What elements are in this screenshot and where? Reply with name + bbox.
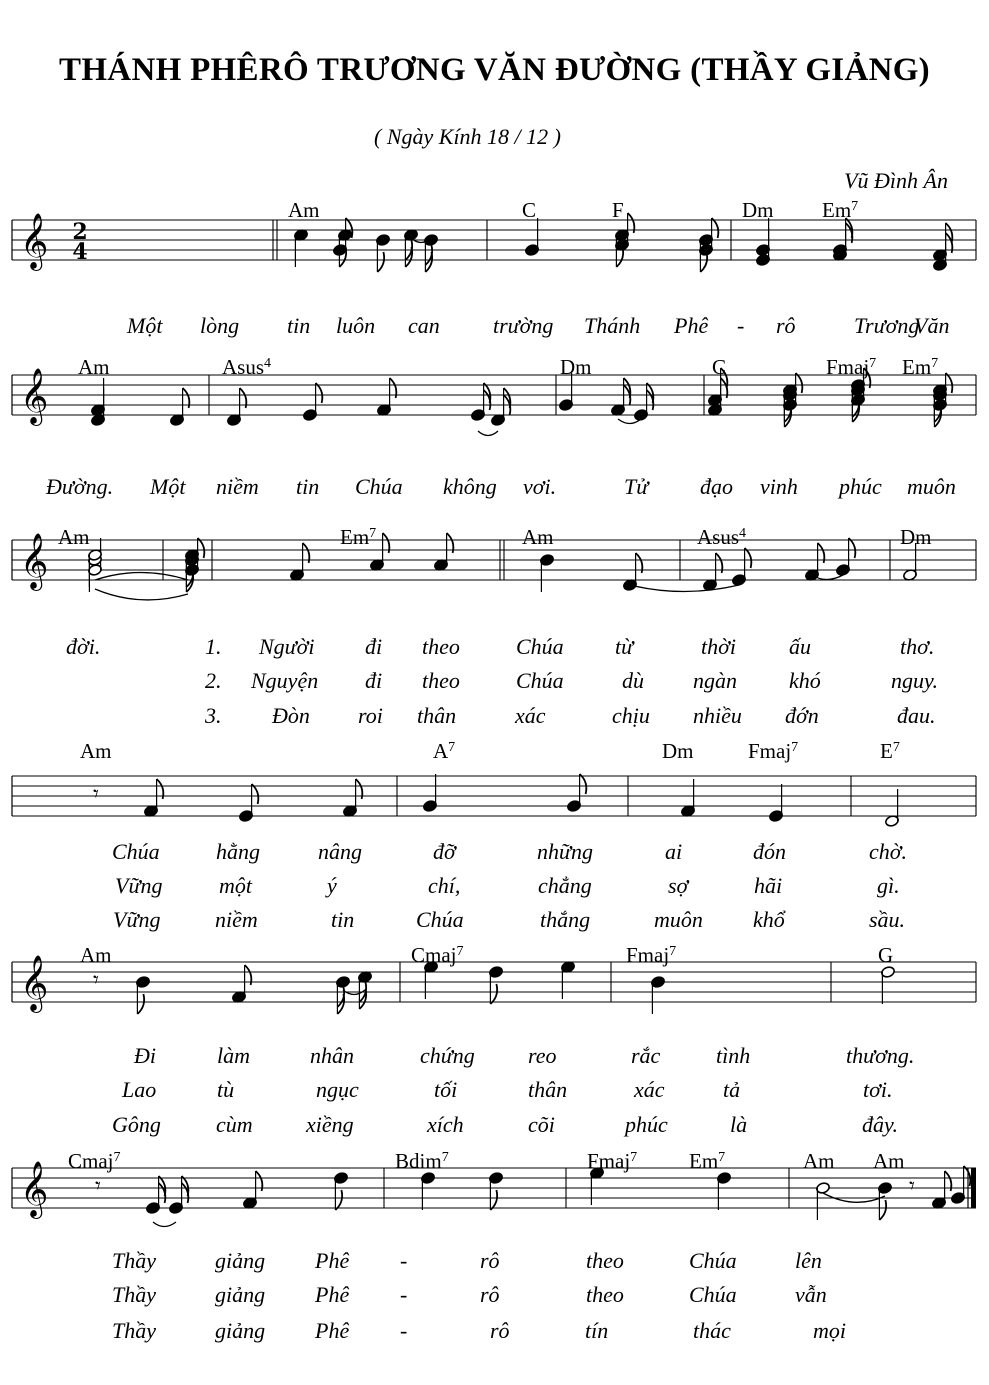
lyric-syllable: lòng xyxy=(200,313,240,338)
chord-symbol: Am xyxy=(80,943,112,967)
lyric-syllable: - xyxy=(400,1318,408,1343)
lyric-syllable: nhiều xyxy=(693,703,742,728)
lyric-syllable: muôn xyxy=(654,907,703,932)
chord-symbol: C xyxy=(522,198,537,222)
chord-symbol: Dm xyxy=(662,739,694,763)
lyric-syllable: rô xyxy=(776,313,796,338)
lyric-syllable: Vững xyxy=(115,873,163,898)
lyric-syllable: theo xyxy=(586,1248,624,1273)
lyric-syllable: giảng xyxy=(215,1282,266,1307)
chord-symbol: Dm xyxy=(900,525,932,549)
lyric-syllable: Nguyện xyxy=(251,668,319,693)
lyric-syllable: Đường. xyxy=(46,474,114,499)
lyric-syllable: Phê xyxy=(674,313,709,338)
lyric-syllable: can xyxy=(408,313,440,338)
lyric-syllable: chịu xyxy=(612,703,650,728)
lyric-syllable: Phê xyxy=(315,1318,350,1343)
treble-clef-icon: 𝄞 xyxy=(20,368,49,424)
lyric-syllable: phúc xyxy=(839,474,882,499)
chord-symbol: Am xyxy=(288,198,320,222)
lyric-syllable: Chúa xyxy=(355,474,403,499)
lyric-syllable: thắng xyxy=(540,907,591,932)
lyric-syllable: từ xyxy=(615,634,634,659)
lyric-syllable: làm xyxy=(217,1043,250,1068)
lyric-syllable: Gông xyxy=(112,1112,161,1137)
slur xyxy=(478,431,498,436)
note-flag xyxy=(377,252,384,272)
lyric-line-2 xyxy=(115,873,900,898)
staff-system-6 xyxy=(12,1149,976,1343)
lyric-syllable: cõi xyxy=(528,1112,555,1137)
lyric-line-3 xyxy=(112,1112,898,1137)
lyric-syllable: thương. xyxy=(846,1043,915,1068)
lyric-syllable: 2. xyxy=(205,668,222,693)
lyric-syllable: 3. xyxy=(205,703,222,728)
lyric-line-3 xyxy=(112,1318,846,1343)
note-flag xyxy=(849,538,856,558)
lyric-syllable: hằng xyxy=(216,839,260,864)
note-flag xyxy=(316,383,323,403)
note-flag xyxy=(712,218,719,238)
lyric-line-3 xyxy=(204,703,936,728)
lyric-syllable: tin xyxy=(331,907,355,932)
lyric-line-1 xyxy=(45,474,956,499)
lyric-line-1 xyxy=(112,839,907,864)
staff-system-4 xyxy=(12,739,976,932)
lyric-syllable: đau. xyxy=(897,703,936,728)
chord-symbol: Fmaj$^7$ xyxy=(626,943,677,967)
lyric-syllable: ngàn xyxy=(693,668,737,693)
lyric-syllable: Chúa xyxy=(516,668,564,693)
lyric-syllable: nâng xyxy=(318,839,362,864)
treble-clef-icon: 𝄞 xyxy=(20,955,49,1011)
lyric-syllable: xác xyxy=(634,1077,665,1102)
chord-symbol: Em$^7$ xyxy=(340,525,377,549)
lyric-syllable: Chúa xyxy=(416,907,464,932)
lyric-syllable: tơi. xyxy=(863,1077,893,1102)
treble-clef-icon: 𝄞 xyxy=(20,213,49,269)
lyric-syllable: tình xyxy=(716,1043,751,1068)
chord-symbol: Am xyxy=(803,1149,835,1173)
lyric-syllable: Một xyxy=(127,313,163,338)
note-flag xyxy=(137,994,144,1014)
lyric-line-1 xyxy=(126,313,949,338)
lyric-syllable: Chúa xyxy=(689,1248,737,1273)
lyric-syllable: Phê xyxy=(315,1282,350,1307)
lyric-syllable: theo xyxy=(586,1282,624,1307)
lyric-syllable: không xyxy=(443,474,497,499)
eighth-rest-icon: 𝄾 xyxy=(93,782,99,807)
note-flag xyxy=(879,1200,886,1220)
chord-symbol: Em$^7$ xyxy=(822,198,859,222)
lyric-syllable: Lao xyxy=(122,1077,157,1102)
lyric-line-2 xyxy=(205,668,938,693)
lyric-syllable: mọi xyxy=(813,1318,846,1343)
lyric-syllable: đi xyxy=(365,668,383,693)
lyric-syllable: Văn xyxy=(914,313,950,338)
lyric-syllable: những xyxy=(537,839,593,864)
lyric-syllable: tín xyxy=(585,1318,609,1343)
lyric-syllable: Người xyxy=(259,634,315,659)
lyric-syllable: theo xyxy=(422,668,460,693)
lyric-syllable: tả xyxy=(723,1077,741,1102)
lyric-syllable: khó xyxy=(789,668,821,693)
chord-symbol: Am xyxy=(522,525,554,549)
note-flag xyxy=(252,784,259,804)
lyric-syllable: khổ xyxy=(753,907,785,932)
lyric-syllable: tối xyxy=(434,1077,458,1102)
lyric-syllable: theo xyxy=(422,634,460,659)
lyric-syllable: Thầy xyxy=(112,1318,156,1343)
lyric-syllable: Vững xyxy=(113,907,161,932)
final-barline xyxy=(971,1168,976,1208)
lyric-syllable: Phê xyxy=(315,1248,350,1273)
lyric-line-2 xyxy=(112,1282,827,1307)
lyric-syllable: đạo xyxy=(700,474,733,499)
note-flag xyxy=(580,774,587,794)
chord-symbol: Am xyxy=(873,1149,905,1173)
note-flag xyxy=(745,548,752,568)
lyric-syllable: xích xyxy=(427,1112,464,1137)
lyric-syllable: lên xyxy=(795,1248,822,1273)
lyric-syllable: vẫn xyxy=(795,1282,827,1307)
lyric-syllable: Trương xyxy=(854,313,920,338)
chord-symbol: Asus$^4$ xyxy=(697,525,747,549)
staff-system-2 xyxy=(12,355,976,499)
lyric-syllable: 1. xyxy=(205,634,222,659)
feast-day-subtitle: ( Ngày Kính 18 / 12 ) xyxy=(374,124,561,149)
lyric-line-3 xyxy=(113,907,905,932)
chord-symbol: Cmaj$^7$ xyxy=(411,943,464,967)
lyric-syllable: rô xyxy=(480,1282,500,1307)
lyric-syllable: Chúa xyxy=(112,839,160,864)
lyric-syllable: đi xyxy=(365,634,383,659)
lyric-syllable: đón xyxy=(753,839,786,864)
lyric-syllable: rô xyxy=(490,1318,510,1343)
lyric-syllable: Đi xyxy=(134,1043,156,1068)
lyric-syllable: roi xyxy=(358,703,383,728)
lyric-syllable: chờ. xyxy=(869,839,908,864)
treble-clef-icon: 𝄞 xyxy=(20,533,49,589)
slur xyxy=(630,585,739,592)
lyric-syllable: ai xyxy=(665,839,683,864)
staff-lines xyxy=(12,220,976,260)
lyric-syllable: sầu. xyxy=(869,907,906,932)
note-flag xyxy=(964,1166,971,1186)
lyric-syllable: đây. xyxy=(862,1112,899,1137)
chord-symbol: Am xyxy=(80,739,112,763)
lyric-syllable: đỡ xyxy=(433,839,456,864)
lyric-syllable: xác xyxy=(515,703,546,728)
lyric-syllable: - xyxy=(400,1248,408,1273)
staff-system-5 xyxy=(12,943,976,1137)
time-signature-bottom: 4 xyxy=(72,239,88,265)
lyric-syllable: Chúa xyxy=(689,1282,737,1307)
chord-symbol: Em$^7$ xyxy=(689,1149,726,1173)
chord-symbol: Dm xyxy=(742,198,774,222)
lyric-syllable: thác xyxy=(693,1318,731,1343)
staff-system-1 xyxy=(12,198,976,338)
lyric-syllable: trường xyxy=(493,313,554,338)
lyric-syllable: dù xyxy=(622,668,644,693)
lyric-syllable: nguy. xyxy=(891,668,939,693)
lyric-syllable: gì. xyxy=(877,873,900,898)
chord-symbol: Dm xyxy=(560,355,592,379)
slur xyxy=(153,1222,176,1227)
staff-system-3 xyxy=(12,525,976,728)
note-flag xyxy=(490,1190,497,1210)
lyric-syllable: chẳng xyxy=(538,873,592,898)
lyric-syllable: một xyxy=(219,873,252,898)
ties-and-slurs xyxy=(95,238,885,1227)
lyric-syllable: nhân xyxy=(310,1043,354,1068)
lyric-syllable: thân xyxy=(417,703,457,728)
staff-lines xyxy=(12,375,976,415)
lyric-syllable: muôn xyxy=(907,474,956,499)
time-signature-top: 2 xyxy=(72,219,88,245)
lyric-syllable: luôn xyxy=(336,313,376,338)
chord-symbol: Fmaj$^7$ xyxy=(587,1149,638,1173)
lyric-syllable: - xyxy=(737,313,745,338)
treble-clef-icon: 𝄞 xyxy=(20,1161,49,1217)
lyric-syllable: ý xyxy=(327,873,337,898)
lyric-syllable: rô xyxy=(480,1248,500,1273)
eighth-rest-icon: 𝄾 xyxy=(95,1174,101,1199)
song-title: THÁNH PHÊRÔ TRƯƠNG VĂN ĐƯỜNG (THẦY GIẢNG) xyxy=(59,52,930,88)
lyric-syllable: Tử xyxy=(624,474,649,499)
lyric-syllable: vơi. xyxy=(523,474,557,499)
lyric-syllable: Chúa xyxy=(516,634,564,659)
lyric-syllable: tin xyxy=(287,313,311,338)
chord-symbol: $E^7$ xyxy=(880,739,900,763)
chord-symbol: Em$^7$ xyxy=(902,355,939,379)
lyric-syllable: vinh xyxy=(760,474,798,499)
chord-symbol: Asus$^4$ xyxy=(222,355,272,379)
slur xyxy=(95,573,188,581)
lyric-line-1 xyxy=(66,634,934,659)
chord-symbol: Fmaj$^7$ xyxy=(748,739,799,763)
lyric-syllable: Thầy xyxy=(112,1248,156,1273)
lyric-syllable: hãi xyxy=(754,873,783,898)
lyric-syllable: ngục xyxy=(316,1077,359,1102)
chord-symbol: F xyxy=(612,198,624,222)
lyric-syllable: thời xyxy=(701,634,736,659)
slur xyxy=(95,589,188,600)
lyric-syllable: phúc xyxy=(625,1112,668,1137)
chord-symbol: $A^7$ xyxy=(433,739,456,763)
lyric-syllable: rắc xyxy=(631,1043,661,1068)
lyric-syllable: là xyxy=(730,1112,748,1137)
lyric-syllable: - xyxy=(400,1282,408,1307)
lyric-syllable: Thánh xyxy=(584,313,641,338)
eighth-rest-icon: 𝄾 xyxy=(93,968,99,993)
chord-symbol: G xyxy=(878,943,894,967)
note-flag xyxy=(335,1190,342,1210)
lyric-syllable: niềm xyxy=(216,474,259,499)
lyric-syllable: xiềng xyxy=(306,1112,354,1137)
composer-name: Vũ Đình Ân xyxy=(844,168,948,193)
lyric-syllable: reo xyxy=(528,1043,557,1068)
chord-symbol: Bdim$^7$ xyxy=(395,1149,449,1173)
lyric-syllable: tù xyxy=(217,1077,235,1102)
lyric-syllable: thân xyxy=(528,1077,568,1102)
lyric-syllable: đời. xyxy=(66,634,101,659)
lyric-syllable: tin xyxy=(296,474,320,499)
chord-symbol: C xyxy=(712,355,727,379)
lyric-syllable: Thầy xyxy=(112,1282,156,1307)
lyric-syllable: sợ xyxy=(668,873,689,898)
lyric-syllable: đớn xyxy=(785,703,819,728)
lyric-line-1 xyxy=(112,1248,822,1273)
lyric-line-2 xyxy=(121,1077,892,1102)
lyric-syllable: Một xyxy=(150,474,186,499)
lyric-syllable: ấu xyxy=(789,634,811,659)
lyric-syllable: giảng xyxy=(215,1248,266,1273)
chord-symbol: Am xyxy=(58,525,90,549)
lyric-syllable: chí, xyxy=(428,873,461,898)
lyric-syllable: Đòn xyxy=(272,703,310,728)
lyric-line-1 xyxy=(133,1043,914,1068)
chord-symbol: Am xyxy=(78,355,110,379)
eighth-rest-icon: 𝄾 xyxy=(909,1174,915,1199)
lyric-syllable: chứng xyxy=(420,1043,475,1068)
chord-symbol: Cmaj$^7$ xyxy=(68,1149,121,1173)
note-flag xyxy=(490,984,497,1004)
lyric-syllable: niềm xyxy=(215,907,258,932)
chord-symbol: Fmaj$^7$ xyxy=(826,355,877,379)
lyric-syllable: giảng xyxy=(215,1318,266,1343)
lyric-syllable: cùm xyxy=(216,1112,253,1137)
lyric-syllable: thơ. xyxy=(900,634,935,659)
